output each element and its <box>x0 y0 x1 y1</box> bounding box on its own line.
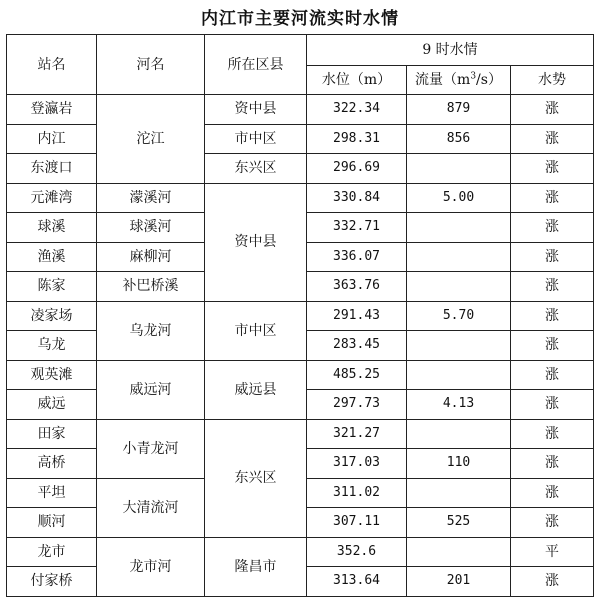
table-row <box>7 301 594 331</box>
trend-cell: 涨 <box>511 449 594 479</box>
flow-cell <box>407 213 511 243</box>
trend-cell: 涨 <box>511 213 594 243</box>
table-row <box>7 183 594 213</box>
flow-cell: 525 <box>407 508 511 538</box>
district-cell: 威远县 <box>205 360 307 419</box>
station-cell: 乌龙 <box>7 331 97 361</box>
table-row <box>7 154 594 184</box>
flow-cell <box>407 154 511 184</box>
district-cell: 市中区 <box>205 124 307 154</box>
header-flow-prefix: 流量（m <box>415 72 471 88</box>
river-cell: 威远河 <box>97 360 205 419</box>
station-cell: 东渡口 <box>7 154 97 184</box>
district-cell: 资中县 <box>205 183 307 301</box>
flow-cell: 5.70 <box>407 301 511 331</box>
header-flow <box>407 66 511 95</box>
station-cell: 田家 <box>7 419 97 449</box>
flow-cell: 879 <box>407 95 511 125</box>
header-district: 所在区县 <box>205 35 307 95</box>
flow-cell <box>407 537 511 567</box>
district-cell: 市中区 <box>205 301 307 360</box>
river-cell: 乌龙河 <box>97 301 205 360</box>
level-cell: 307.11 <box>307 508 407 538</box>
trend-cell: 平 <box>511 537 594 567</box>
water-level-table <box>6 34 594 597</box>
level-cell: 317.03 <box>307 449 407 479</box>
trend-cell: 涨 <box>511 183 594 213</box>
flow-cell: 4.13 <box>407 390 511 420</box>
trend-cell: 涨 <box>511 301 594 331</box>
flow-cell <box>407 478 511 508</box>
station-cell: 陈家 <box>7 272 97 302</box>
level-cell: 296.69 <box>307 154 407 184</box>
river-cell: 濛溪河 <box>97 183 205 213</box>
station-cell: 渔溪 <box>7 242 97 272</box>
header-level: 水位（m） <box>307 66 407 95</box>
level-cell: 332.71 <box>307 213 407 243</box>
station-cell: 登瀛岩 <box>7 95 97 125</box>
level-cell: 321.27 <box>307 419 407 449</box>
table-title: 内江市主要河流实时水情 <box>201 9 399 29</box>
trend-cell: 涨 <box>511 567 594 597</box>
district-cell: 东兴区 <box>205 154 307 184</box>
station-cell: 球溪 <box>7 213 97 243</box>
header-flow-suffix: /s） <box>476 72 502 88</box>
level-cell: 283.45 <box>307 331 407 361</box>
station-cell: 观英滩 <box>7 360 97 390</box>
station-cell: 高桥 <box>7 449 97 479</box>
river-cell: 补巴桥溪 <box>97 272 205 302</box>
district-cell: 隆昌市 <box>205 537 307 596</box>
district-cell: 资中县 <box>205 95 307 125</box>
level-cell: 297.73 <box>307 390 407 420</box>
trend-cell: 涨 <box>511 478 594 508</box>
level-cell: 298.31 <box>307 124 407 154</box>
river-cell: 麻柳河 <box>97 242 205 272</box>
river-cell: 沱江 <box>97 95 205 184</box>
flow-cell <box>407 331 511 361</box>
trend-cell: 涨 <box>511 508 594 538</box>
trend-cell: 涨 <box>511 95 594 125</box>
station-cell: 付家桥 <box>7 567 97 597</box>
flow-cell: 856 <box>407 124 511 154</box>
table-row <box>7 124 594 154</box>
table-row <box>7 360 594 390</box>
flow-cell <box>407 360 511 390</box>
level-cell: 311.02 <box>307 478 407 508</box>
header-observation-group: 9 时水情 <box>307 35 594 66</box>
level-cell: 291.43 <box>307 301 407 331</box>
station-cell: 内江 <box>7 124 97 154</box>
station-cell: 龙市 <box>7 537 97 567</box>
header-station: 站名 <box>7 35 97 95</box>
river-cell: 小青龙河 <box>97 419 205 478</box>
river-cell: 大清流河 <box>97 478 205 537</box>
level-cell: 363.76 <box>307 272 407 302</box>
river-cell: 球溪河 <box>97 213 205 243</box>
trend-cell: 涨 <box>511 331 594 361</box>
trend-cell: 涨 <box>511 124 594 154</box>
district-cell: 东兴区 <box>205 419 307 537</box>
header-row-1 <box>7 35 594 66</box>
flow-cell: 5.00 <box>407 183 511 213</box>
header-trend: 水势 <box>511 66 594 95</box>
flow-cell <box>407 419 511 449</box>
flow-cell: 201 <box>407 567 511 597</box>
table-row <box>7 419 594 449</box>
trend-cell: 涨 <box>511 360 594 390</box>
level-cell: 322.34 <box>307 95 407 125</box>
station-cell: 顺河 <box>7 508 97 538</box>
trend-cell: 涨 <box>511 390 594 420</box>
station-cell: 元滩湾 <box>7 183 97 213</box>
table-row <box>7 95 594 125</box>
header-flow-superscript: 3 <box>470 71 477 82</box>
flow-cell: 110 <box>407 449 511 479</box>
trend-cell: 涨 <box>511 242 594 272</box>
table-row <box>7 537 594 567</box>
level-cell: 485.25 <box>307 360 407 390</box>
flow-cell <box>407 272 511 302</box>
station-cell: 凌家场 <box>7 301 97 331</box>
trend-cell: 涨 <box>511 272 594 302</box>
trend-cell: 涨 <box>511 419 594 449</box>
station-cell: 威远 <box>7 390 97 420</box>
level-cell: 336.07 <box>307 242 407 272</box>
header-river: 河名 <box>97 35 205 95</box>
station-cell: 平坦 <box>7 478 97 508</box>
river-cell: 龙市河 <box>97 537 205 596</box>
flow-cell <box>407 242 511 272</box>
level-cell: 352.6 <box>307 537 407 567</box>
trend-cell: 涨 <box>511 154 594 184</box>
level-cell: 313.64 <box>307 567 407 597</box>
level-cell: 330.84 <box>307 183 407 213</box>
